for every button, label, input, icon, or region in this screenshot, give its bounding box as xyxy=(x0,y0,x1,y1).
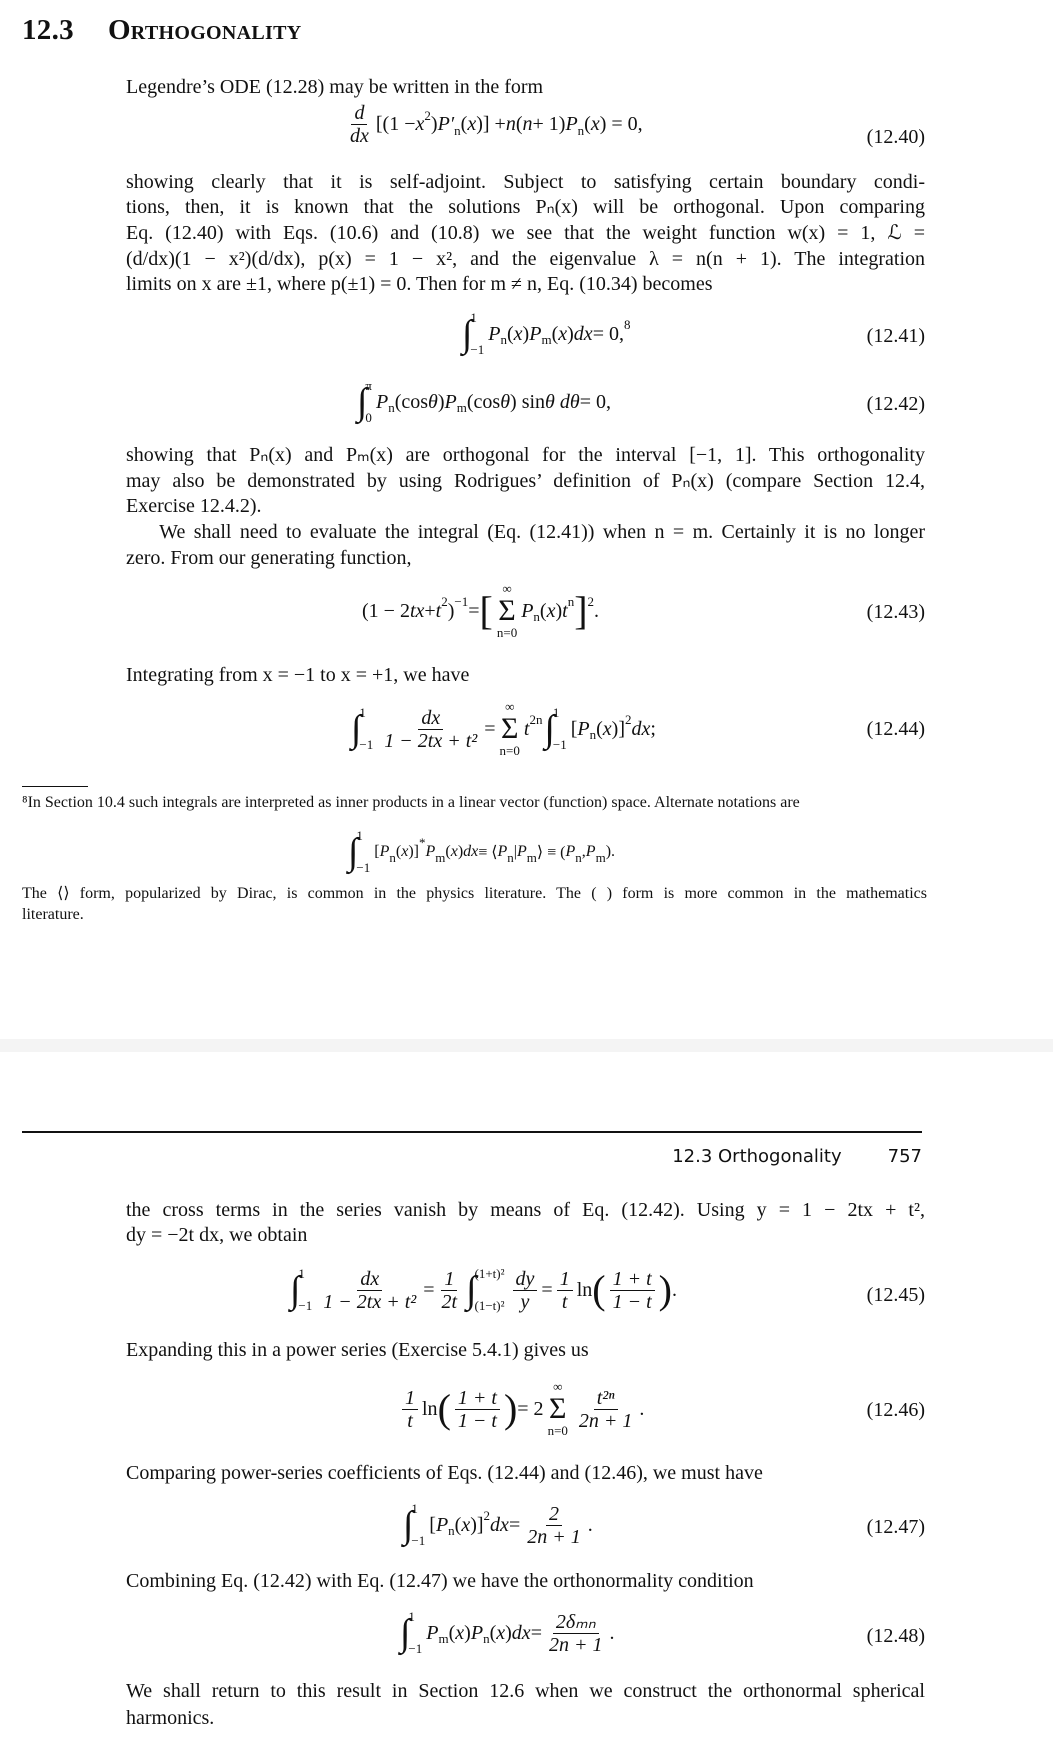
denominator: 1 − 2tx + t² xyxy=(384,729,478,752)
math-text: )] xyxy=(611,717,625,740)
paragraph-line: the cross terms in the series vanish by means of Eq. (12.42). Using y = 1 − 2tx + t², xyxy=(126,1199,925,1221)
section-heading xyxy=(22,14,302,47)
paragraph-line: Comparing power-series coefficients of Eqs. (12.44) and (12.46), we must have xyxy=(126,1462,763,1484)
math-text: (cos xyxy=(466,390,501,413)
upper-limit: 1 xyxy=(411,1501,418,1516)
fraction xyxy=(546,1611,606,1656)
page-separator xyxy=(0,1039,1053,1052)
math-text: [(1 − xyxy=(375,113,416,135)
math-text: ≡ ⟨ xyxy=(478,844,498,861)
integral-sign: ∫ xyxy=(351,708,362,750)
numerator: dx xyxy=(357,1268,382,1291)
denominator: y xyxy=(520,1290,530,1313)
integral-limits xyxy=(356,828,370,876)
subscript: n xyxy=(533,609,540,624)
subscript: n xyxy=(388,400,395,415)
numerator: dy xyxy=(513,1268,538,1291)
summation xyxy=(497,582,517,640)
denominator: t xyxy=(407,1409,413,1432)
subscript: n xyxy=(507,850,514,865)
math-symbol: dx xyxy=(490,1513,509,1536)
superscript: 2n xyxy=(529,712,543,727)
subscript: m xyxy=(541,332,552,347)
math-symbol: x xyxy=(513,322,523,345)
fraction xyxy=(557,1268,573,1313)
integral-sign: ∫ xyxy=(403,1504,414,1546)
math-symbol: dx xyxy=(631,717,651,740)
math-text: . xyxy=(587,1513,593,1536)
denominator: t xyxy=(561,1290,568,1313)
math-text: = 0, xyxy=(579,390,611,413)
paragraph-line: We shall return to this result in Section 12.6 when we construct the orthonormal spherical xyxy=(126,1680,925,1702)
superscript: 2 xyxy=(424,107,431,123)
math-text: ) xyxy=(437,390,445,413)
math-text: = xyxy=(423,1278,435,1301)
math-text: ) xyxy=(567,322,574,345)
paragraph-line: showing that Pₙ(x) and Pₘ(x) are orthogonal for the interval [−1, 1]. This orthogonality xyxy=(126,444,925,466)
sigma-sign: Σ xyxy=(549,1392,567,1425)
equation-12-41 xyxy=(460,310,630,358)
math-symbol: P xyxy=(379,843,390,860)
math-symbol: t xyxy=(562,599,568,622)
denominator: 1 − t xyxy=(612,1290,652,1313)
numerator: t²ⁿ xyxy=(594,1387,618,1410)
paragraph-line: may also be demonstrated by using Rodrigues’ definition of Pₙ(x) (compare Section 12.4, xyxy=(126,470,925,492)
subscript: n xyxy=(589,727,597,742)
paragraph-line: dy = −2t dx, we obtain xyxy=(126,1224,308,1246)
math-text: = xyxy=(541,1278,553,1301)
numerator: 1 xyxy=(441,1268,457,1291)
subscript: n xyxy=(483,1631,490,1646)
math-text: ( xyxy=(596,717,603,740)
sigma-sign: Σ xyxy=(500,712,519,745)
math-text: = xyxy=(508,1513,521,1536)
math-symbol: x xyxy=(590,113,600,135)
numerator: 2δₘₙ xyxy=(553,1611,599,1634)
lower-limit: n=0 xyxy=(496,625,518,640)
integral-limits xyxy=(298,1266,312,1314)
superscript: 2 xyxy=(483,1508,491,1523)
numerator: 1 + t xyxy=(455,1387,500,1410)
integral-sign: ∫ xyxy=(290,1269,301,1311)
denominator: dx xyxy=(350,125,369,147)
math-symbol: t xyxy=(435,599,442,622)
math-text: , xyxy=(581,843,586,860)
math-text: ( xyxy=(460,113,468,135)
math-text: ( xyxy=(395,843,402,860)
math-symbol: P xyxy=(425,843,436,860)
math-symbol: x xyxy=(461,1513,471,1536)
math-text: ( xyxy=(539,599,547,622)
denominator: 2n + 1 xyxy=(527,1525,581,1548)
integral-limits xyxy=(475,1266,505,1314)
fraction xyxy=(347,102,372,147)
paragraph-line: Combining Eq. (12.42) with Eq. (12.47) we have the orthonormality condition xyxy=(126,1570,754,1592)
integral-limits xyxy=(553,705,567,753)
equation-12-44 xyxy=(349,700,656,758)
integral-sign: ∫ xyxy=(357,381,368,423)
equation-label: (12.48) xyxy=(866,1625,925,1647)
math-text: ) xyxy=(555,599,563,622)
denominator: 2t xyxy=(441,1290,458,1313)
integral-limits xyxy=(411,1501,425,1549)
math-symbol: P xyxy=(376,390,389,413)
subscript: m xyxy=(456,400,467,415)
paragraph-line: (d/dx)(1 − x²)(d/dx), p(x) = 1 − x², and the eigenvalue λ = n(n + 1). The integration xyxy=(126,248,925,270)
upper-limit: ∞ xyxy=(553,1379,563,1394)
math-text: ( xyxy=(445,843,451,860)
math-symbol: dx xyxy=(511,1621,531,1644)
math-symbol: x xyxy=(415,113,425,135)
math-symbol: P xyxy=(565,113,578,135)
bracket: ] xyxy=(574,588,588,633)
upper-limit: 1 xyxy=(356,828,363,843)
footnote-line: ⁸In Section 10.4 such integrals are interpreted as inner products in a linear vector (function) space. Alternate notations are xyxy=(22,794,800,811)
bracket: [ xyxy=(479,588,493,633)
integral xyxy=(348,828,370,876)
numerator: 1 xyxy=(402,1387,418,1410)
integral xyxy=(544,705,566,753)
upper-limit: ∞ xyxy=(505,699,515,714)
subscript: m xyxy=(595,850,606,865)
math-text: ) xyxy=(505,1621,512,1644)
paragraph-line: Integrating from x = −1 to x = +1, we have xyxy=(126,664,470,686)
paragraph-line: zero. From our generating function, xyxy=(126,547,412,569)
integral-limits xyxy=(365,378,372,426)
integral-sign: ∫ xyxy=(466,1269,477,1311)
paragraph-line: Expanding this in a power series (Exercise 5.4.1) gives us xyxy=(126,1339,589,1361)
lower-limit: −1 xyxy=(356,860,371,875)
math-text: )] + xyxy=(476,113,506,135)
equation-12-47 xyxy=(401,1501,593,1549)
math-text: = xyxy=(468,599,480,622)
denominator: 2n + 1 xyxy=(548,1633,603,1656)
integral xyxy=(466,1266,504,1314)
lower-limit: −1 xyxy=(552,737,567,752)
math-text: + xyxy=(424,599,436,622)
math-symbol: tx xyxy=(409,599,425,622)
integral-limits xyxy=(408,1609,422,1657)
math-symbol: P xyxy=(585,843,596,860)
math-text: . xyxy=(594,599,600,622)
subscript: n xyxy=(577,122,585,138)
lower-limit: (1−t)² xyxy=(474,1298,505,1313)
math-symbol: n xyxy=(505,113,516,135)
subscript: n xyxy=(454,122,461,138)
math-text: . xyxy=(609,1621,615,1644)
denominator: 2n + 1 xyxy=(578,1409,633,1432)
math-text: ( xyxy=(489,1621,497,1644)
math-symbol: x xyxy=(450,843,458,860)
integral xyxy=(400,1609,422,1657)
equation-12-46 xyxy=(398,1380,644,1438)
integral-sign: ∫ xyxy=(348,831,359,873)
integral xyxy=(403,1501,425,1549)
bracket: ) xyxy=(503,1386,518,1431)
math-text: ) xyxy=(457,843,464,860)
paragraph-line: limits on x are ±1, where p(±1) = 0. Then for m ≠ n, Eq. (10.34) becomes xyxy=(126,273,713,295)
superscript: 2 xyxy=(587,594,595,609)
math-text: . xyxy=(639,1397,645,1420)
lower-limit: −1 xyxy=(411,1533,426,1548)
running-header xyxy=(672,1146,922,1167)
superscript: 2 xyxy=(624,712,632,727)
math-symbol: P xyxy=(529,322,542,345)
math-text: ). xyxy=(605,843,616,860)
integral xyxy=(357,378,372,426)
math-symbol: x xyxy=(496,1621,506,1644)
math-text: ( xyxy=(454,1513,462,1536)
upper-limit: (1+t)² xyxy=(474,1266,505,1281)
math-symbol: dx xyxy=(463,843,479,860)
lower-limit: −1 xyxy=(298,1298,313,1313)
summation xyxy=(548,1380,568,1438)
math-symbol: t xyxy=(523,717,530,740)
math-text: | xyxy=(513,843,517,860)
page-number: 757 xyxy=(887,1146,922,1167)
summation xyxy=(500,700,520,758)
superscript: 8 xyxy=(623,317,631,332)
numerator: 1 xyxy=(557,1268,573,1291)
math-symbol: P xyxy=(497,843,508,860)
math-symbol: x xyxy=(467,113,477,135)
math-text: = xyxy=(484,717,496,740)
subscript: m xyxy=(526,850,537,865)
upper-limit: 1 xyxy=(470,310,477,325)
fraction xyxy=(576,1387,636,1432)
integral-limits xyxy=(470,310,484,358)
equation-label: (12.46) xyxy=(866,1399,925,1421)
bracket: ( xyxy=(437,1386,451,1431)
paragraph-line: harmonics. xyxy=(126,1707,215,1729)
superscript: * xyxy=(418,835,426,850)
equation-label: (12.43) xyxy=(866,601,925,623)
math-text: = 2 xyxy=(517,1397,544,1420)
lower-limit: −1 xyxy=(470,342,485,357)
math-symbol: P xyxy=(521,599,534,622)
denominator: 1 − t xyxy=(457,1409,497,1432)
math-text: ) xyxy=(464,1621,471,1644)
math-symbol: x xyxy=(558,322,568,345)
upper-limit: π xyxy=(365,378,372,393)
bracket: ( xyxy=(592,1267,606,1312)
equation-label: (12.40) xyxy=(866,126,925,148)
paragraph-line: tions, then, it is known that the solutions Pₙ(x) will be orthogonal. Upon comparing xyxy=(126,196,925,218)
math-symbol: P xyxy=(488,322,501,345)
integral xyxy=(351,705,373,753)
math-text: )] xyxy=(408,843,419,860)
numerator: 2 xyxy=(546,1503,562,1526)
superscript: n xyxy=(567,594,575,609)
numerator: 1 + t xyxy=(610,1268,655,1291)
integral-sign: ∫ xyxy=(544,708,555,750)
math-text: ( xyxy=(515,113,523,135)
math-symbol: n xyxy=(522,113,533,135)
paragraph-line: We shall need to evaluate the integral (Eq. (12.41)) when n = m. Certainly it is no longer xyxy=(126,521,925,543)
fraction xyxy=(610,1268,655,1313)
math-symbol: P xyxy=(426,1621,439,1644)
lower-limit: n=0 xyxy=(499,743,520,758)
lower-limit: 0 xyxy=(365,410,372,425)
equation-12-43 xyxy=(362,582,599,640)
equation-label: (12.47) xyxy=(866,1516,925,1538)
math-symbol: P xyxy=(517,843,527,860)
equation-12-45 xyxy=(288,1266,677,1314)
math-symbol: P xyxy=(435,1513,449,1536)
subscript: n xyxy=(500,332,507,347)
integral xyxy=(462,310,484,358)
fraction xyxy=(320,1268,419,1313)
lower-limit: −1 xyxy=(359,737,374,752)
math-symbol: θ xyxy=(428,390,438,413)
math-text: [ xyxy=(429,1513,436,1536)
subscript: n xyxy=(389,850,396,865)
upper-limit: 1 xyxy=(359,705,366,720)
fraction xyxy=(513,1268,538,1313)
header-rule xyxy=(22,1131,922,1133)
math-text: ln xyxy=(576,1278,593,1301)
math-symbol: P xyxy=(444,390,457,413)
math-symbol: P xyxy=(470,1621,484,1644)
math-text: . xyxy=(671,1278,677,1301)
equation-label: (12.45) xyxy=(866,1284,925,1306)
equation-12-40 xyxy=(343,102,643,147)
section-number: 12.3 xyxy=(22,14,74,46)
fraction xyxy=(402,1387,418,1432)
subscript: n xyxy=(448,1523,455,1538)
paragraph-line: Exercise 12.4.2). xyxy=(126,495,262,517)
sigma-sign: Σ xyxy=(498,594,516,627)
math-text: ( xyxy=(506,322,514,345)
fraction xyxy=(455,1387,500,1432)
equation-label: (12.42) xyxy=(866,393,925,415)
subscript: m xyxy=(438,1631,449,1646)
paragraph-line: Eq. (12.40) with Eqs. (10.6) and (10.8) we see that the weight function w(x) = 1, ℒ = xyxy=(126,222,925,244)
math-text: (cos xyxy=(394,390,429,413)
math-symbol: dx xyxy=(573,322,593,345)
math-symbol: P xyxy=(565,843,576,860)
math-text: ( xyxy=(551,322,559,345)
lower-limit: n=0 xyxy=(547,1423,568,1438)
math-symbol: x xyxy=(401,843,409,860)
equation-12-42 xyxy=(355,378,611,426)
equation-12-48 xyxy=(398,1609,614,1657)
footnote-equation xyxy=(346,828,615,876)
footnote-rule xyxy=(22,786,88,787)
upper-limit: 1 xyxy=(552,705,560,720)
superscript: −1 xyxy=(454,594,469,609)
paragraph-line: Legendre’s ODE (12.28) may be written in the form xyxy=(126,76,544,98)
math-symbol: x xyxy=(455,1621,465,1644)
math-text: + 1) xyxy=(532,113,566,135)
math-symbol: θ xyxy=(500,390,511,413)
math-text: ) xyxy=(430,113,438,135)
integral-sign: ∫ xyxy=(462,313,473,355)
math-text: [ xyxy=(570,717,578,740)
integral xyxy=(290,1266,312,1314)
math-text: ) sin xyxy=(510,390,546,413)
bracket: ) xyxy=(658,1267,672,1312)
math-symbol: θ dθ xyxy=(545,390,580,413)
math-text: ln xyxy=(422,1397,438,1420)
fraction xyxy=(439,1268,461,1313)
paragraph-line: showing clearly that it is self-adjoint. Subject to satisfying certain boundary condi- xyxy=(126,171,925,193)
numerator: dx xyxy=(418,707,443,730)
math-symbol: x xyxy=(602,717,612,740)
math-text: ) xyxy=(522,322,530,345)
equation-label: (12.44) xyxy=(866,718,925,740)
upper-limit: 1 xyxy=(298,1266,305,1281)
running-head-title: 12.3 Orthogonality xyxy=(672,1146,842,1167)
math-text: = xyxy=(530,1621,542,1644)
math-text: ; xyxy=(650,717,656,740)
upper-limit: ∞ xyxy=(502,581,512,596)
superscript: 2 xyxy=(441,594,448,609)
subscript: n xyxy=(575,850,582,865)
math-text: (1 − 2 xyxy=(362,599,410,622)
subscript: m xyxy=(435,850,446,865)
math-symbol: x xyxy=(546,599,556,622)
section-title: Orthogonality xyxy=(107,14,302,46)
math-text: ⟩ ≡ ( xyxy=(536,844,566,861)
denominator: 1 − 2tx + t² xyxy=(323,1290,417,1313)
math-text: ( xyxy=(584,113,591,135)
footnote-line: literature. xyxy=(22,906,84,923)
fraction xyxy=(381,707,480,752)
math-symbol: P xyxy=(577,717,590,740)
integral-limits xyxy=(359,705,373,753)
numerator: d xyxy=(351,102,367,125)
lower-limit: −1 xyxy=(408,1641,423,1656)
math-symbol: P′ xyxy=(437,113,455,135)
footnote-line: The ⟨⟩ form, popularized by Dirac, is common in the physics literature. The ( ) form is more common in the mathematics xyxy=(22,885,927,902)
math-text: ( xyxy=(448,1621,456,1644)
math-text: )] xyxy=(470,1513,484,1536)
integral-sign: ∫ xyxy=(400,1612,411,1654)
math-text: = 0, xyxy=(592,322,624,345)
math-text: ) = 0, xyxy=(599,113,643,135)
math-text: ) xyxy=(447,599,455,622)
math-text: [ xyxy=(374,843,380,860)
equation-label: (12.41) xyxy=(866,325,925,347)
fraction xyxy=(524,1503,584,1548)
upper-limit: 1 xyxy=(408,1609,415,1624)
